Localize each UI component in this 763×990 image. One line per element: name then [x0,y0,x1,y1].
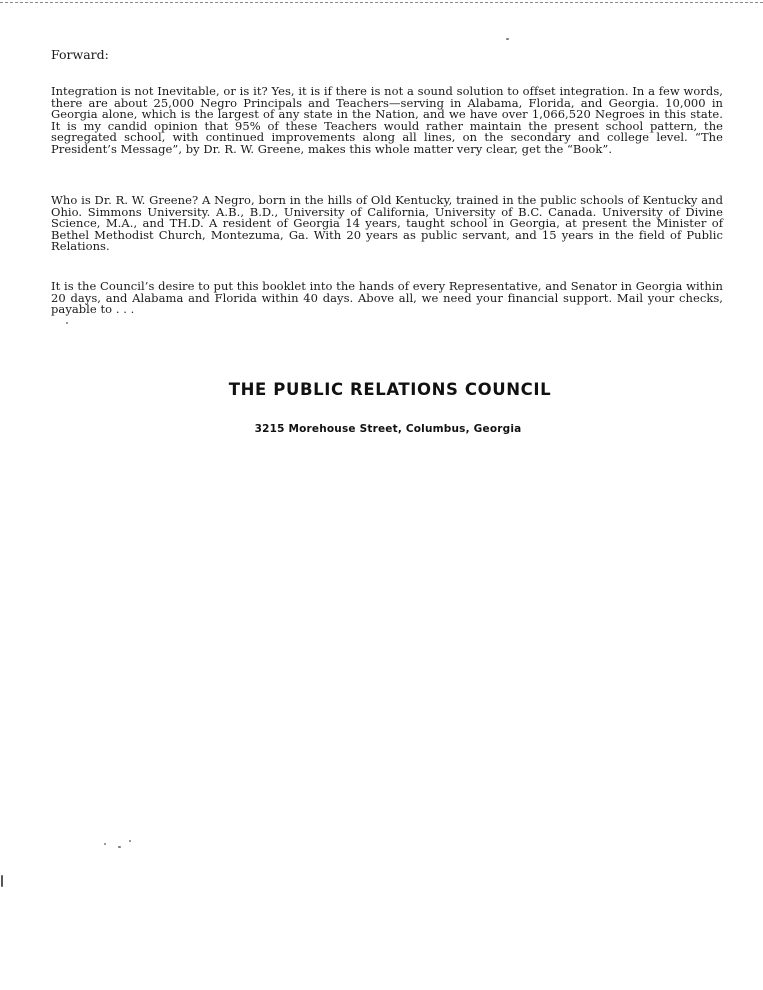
scan-speck [104,843,106,845]
scan-speck [129,840,131,842]
section-heading: Forward: [51,47,109,62]
scan-speck [1,875,3,887]
scan-speck [118,846,121,848]
paragraph-biography: Who is Dr. R. W. Greene? A Negro, born in the hills of Old Kentucky, trained in the public schools of Kentucky and Ohio. Simmons University. A.B., B.D., University of California, University of B.C. Canada. University of Divine Science, M.A., and TH.D. A resident of Georgia 14 years, taught school in Georgia, at present the Minister of Bethel Methodist Church, Montezuma, Ga. With 20 years as public servant, and 15 years in the field of Public Relations. [51,193,723,253]
scan-speck [66,322,68,324]
organization-name: THE PUBLIC RELATIONS COUNCIL [228,380,552,399]
organization-address: 3215 Morehouse Street, Columbus, Georgia [254,423,522,435]
page-top-border [0,2,763,3]
scan-speck [506,38,509,40]
paragraph-appeal: It is the Council’s desire to put this booklet into the hands of every Representative, and Senator in Georgia within 20 days, and Alabama and Florida within 40 days. Above all, we need your financial support. Mail your checks, payable to . . . [51,279,723,316]
paragraph-integration: Integration is not Inevitable, or is it? Yes, it is if there is not a sound solution to offset integration. In a few words, there are about 25,000 Negro Principals and Teachers—serving in Alabama, Florida, and Georgia. 10,000 in Georgia alone, which is the largest of any state in the Nation, and we have over 1,066,520 Negroes in this state. It is my candid opinion that 95% of these Teachers would rather maintain the present school pattern, the segregated school, with continued improvements along all lines, on the secondary and college level. “The President’s Message”, by Dr. R. W. Greene, makes this whole matter very clear, get the “Book”. [51,84,723,156]
